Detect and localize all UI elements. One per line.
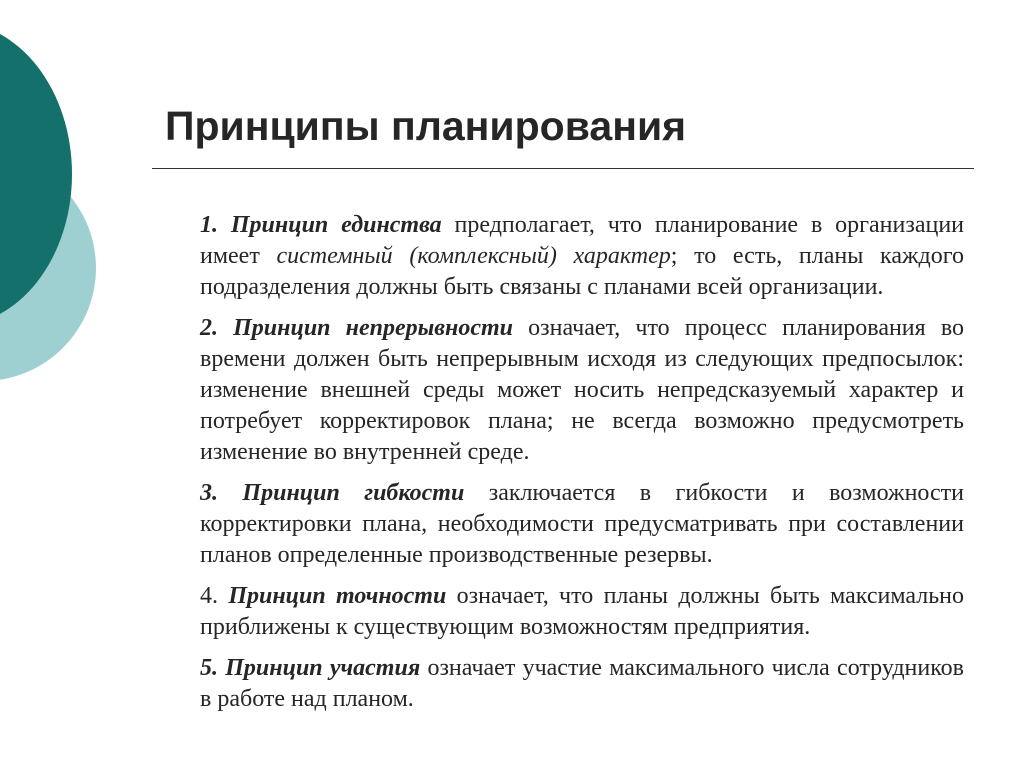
principle-5-name: Принцип участия <box>225 655 421 681</box>
principle-1-emphasis: системный (комплексный) характер <box>276 243 671 269</box>
principle-5-text: означает участие максимального числа сотрудников в работе над планом. <box>200 655 964 712</box>
slide-title: Принципы планирования <box>165 103 687 149</box>
principle-4-text: означает, что планы должны быть максимально приближены к существующим возможностям предприятия. <box>200 583 965 640</box>
principle-3 <box>200 478 964 571</box>
principle-2-name: Принцип непрерывности <box>233 315 514 341</box>
principle-4-name: Принцип точности <box>228 583 447 609</box>
principle-5 <box>200 653 964 715</box>
principle-5-number: 5. <box>200 655 218 681</box>
principle-4-number: 4. <box>200 583 218 609</box>
principle-1-text-b: ; то есть, планы каждого подразделения должны быть связаны с планами всей организации. <box>200 243 965 300</box>
principle-1-number: 1. <box>200 212 218 238</box>
title-divider <box>152 168 974 169</box>
principle-2-text: означает, что процесс планирования во времени должен быть непрерывным исходя из следующих предпосылок: изменение внешней среды может носить непредсказуемый характер и потребует корректировок плана; не всегда возможно предусмотреть изменение во внутренней среде. <box>200 315 964 465</box>
principle-3-number: 3. <box>200 480 218 506</box>
principles-list <box>200 210 964 715</box>
principle-4 <box>200 581 964 643</box>
principle-2-number: 2. <box>200 315 218 341</box>
principle-3-text: заключается в гибкости и возможности корректировки плана, необходимости предусматривать при составлении планов определенные производственные резервы. <box>200 480 965 568</box>
principle-1-name: Принцип единства <box>230 212 442 238</box>
principle-1-text-a: предполагает, что планирование в организации имеет <box>200 212 964 269</box>
principle-2 <box>200 313 964 468</box>
principle-1 <box>200 210 964 303</box>
principle-3-name: Принцип гибкости <box>242 480 465 506</box>
